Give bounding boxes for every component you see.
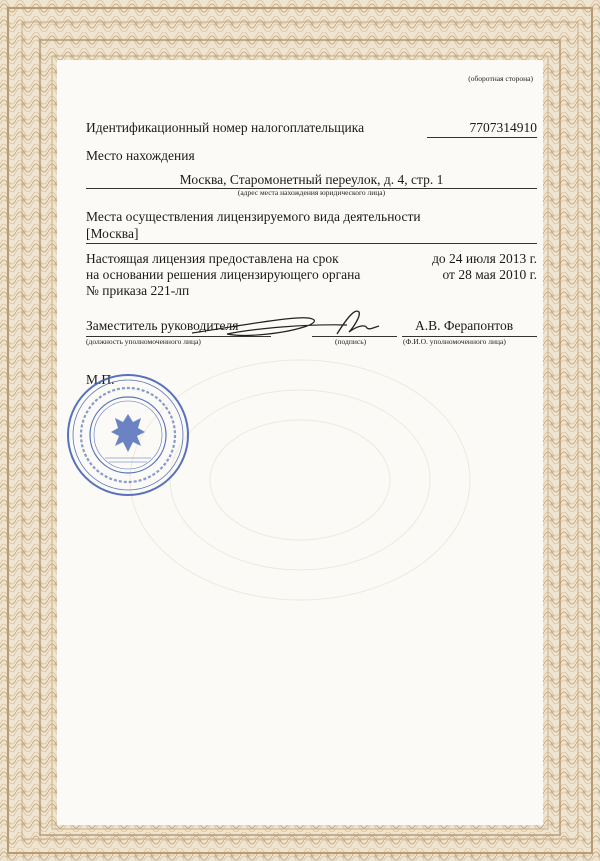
location-label: Место нахождения <box>86 148 195 163</box>
term-value: до 24 июля 2013 г. <box>432 251 537 266</box>
document-sheet <box>57 60 543 825</box>
address-caption: (адрес места нахождения юридического лица) <box>237 188 386 197</box>
activity-places-underline <box>86 243 537 244</box>
official-stamp <box>65 372 191 498</box>
signer-position: Заместитель руководителя <box>86 318 239 333</box>
tin-value: 7707314910 <box>469 120 537 135</box>
caption-signature: (подпись) <box>335 337 367 346</box>
basis-text: на основании решения лицензирующего органа <box>86 267 361 282</box>
caption-position: (должность уполномоченного лица) <box>86 337 201 346</box>
reverse-side-note: (оборотная сторона) <box>468 74 533 83</box>
caption-name: (Ф.И.О. уполномоченного лица) <box>403 337 506 346</box>
stamp-label: М.П. <box>86 372 115 387</box>
order-number: № приказа 221-лп <box>86 283 190 298</box>
activity-places-value: [Москва] <box>86 226 139 241</box>
signer-name: А.В. Ферапонтов <box>415 318 514 333</box>
tin-underline <box>427 137 537 138</box>
basis-value: от 28 мая 2010 г. <box>442 267 537 282</box>
address-value: Москва, Старомонетный переулок, д. 4, стр. 1 <box>179 172 444 187</box>
tin-label: Идентификационный номер налогоплательщика <box>86 120 365 135</box>
activity-places-label: Места осуществления лицензируемого вида деятельности <box>86 209 421 224</box>
signature <box>187 298 387 348</box>
term-text: Настоящая лицензия предоставлена на срок <box>86 251 339 266</box>
